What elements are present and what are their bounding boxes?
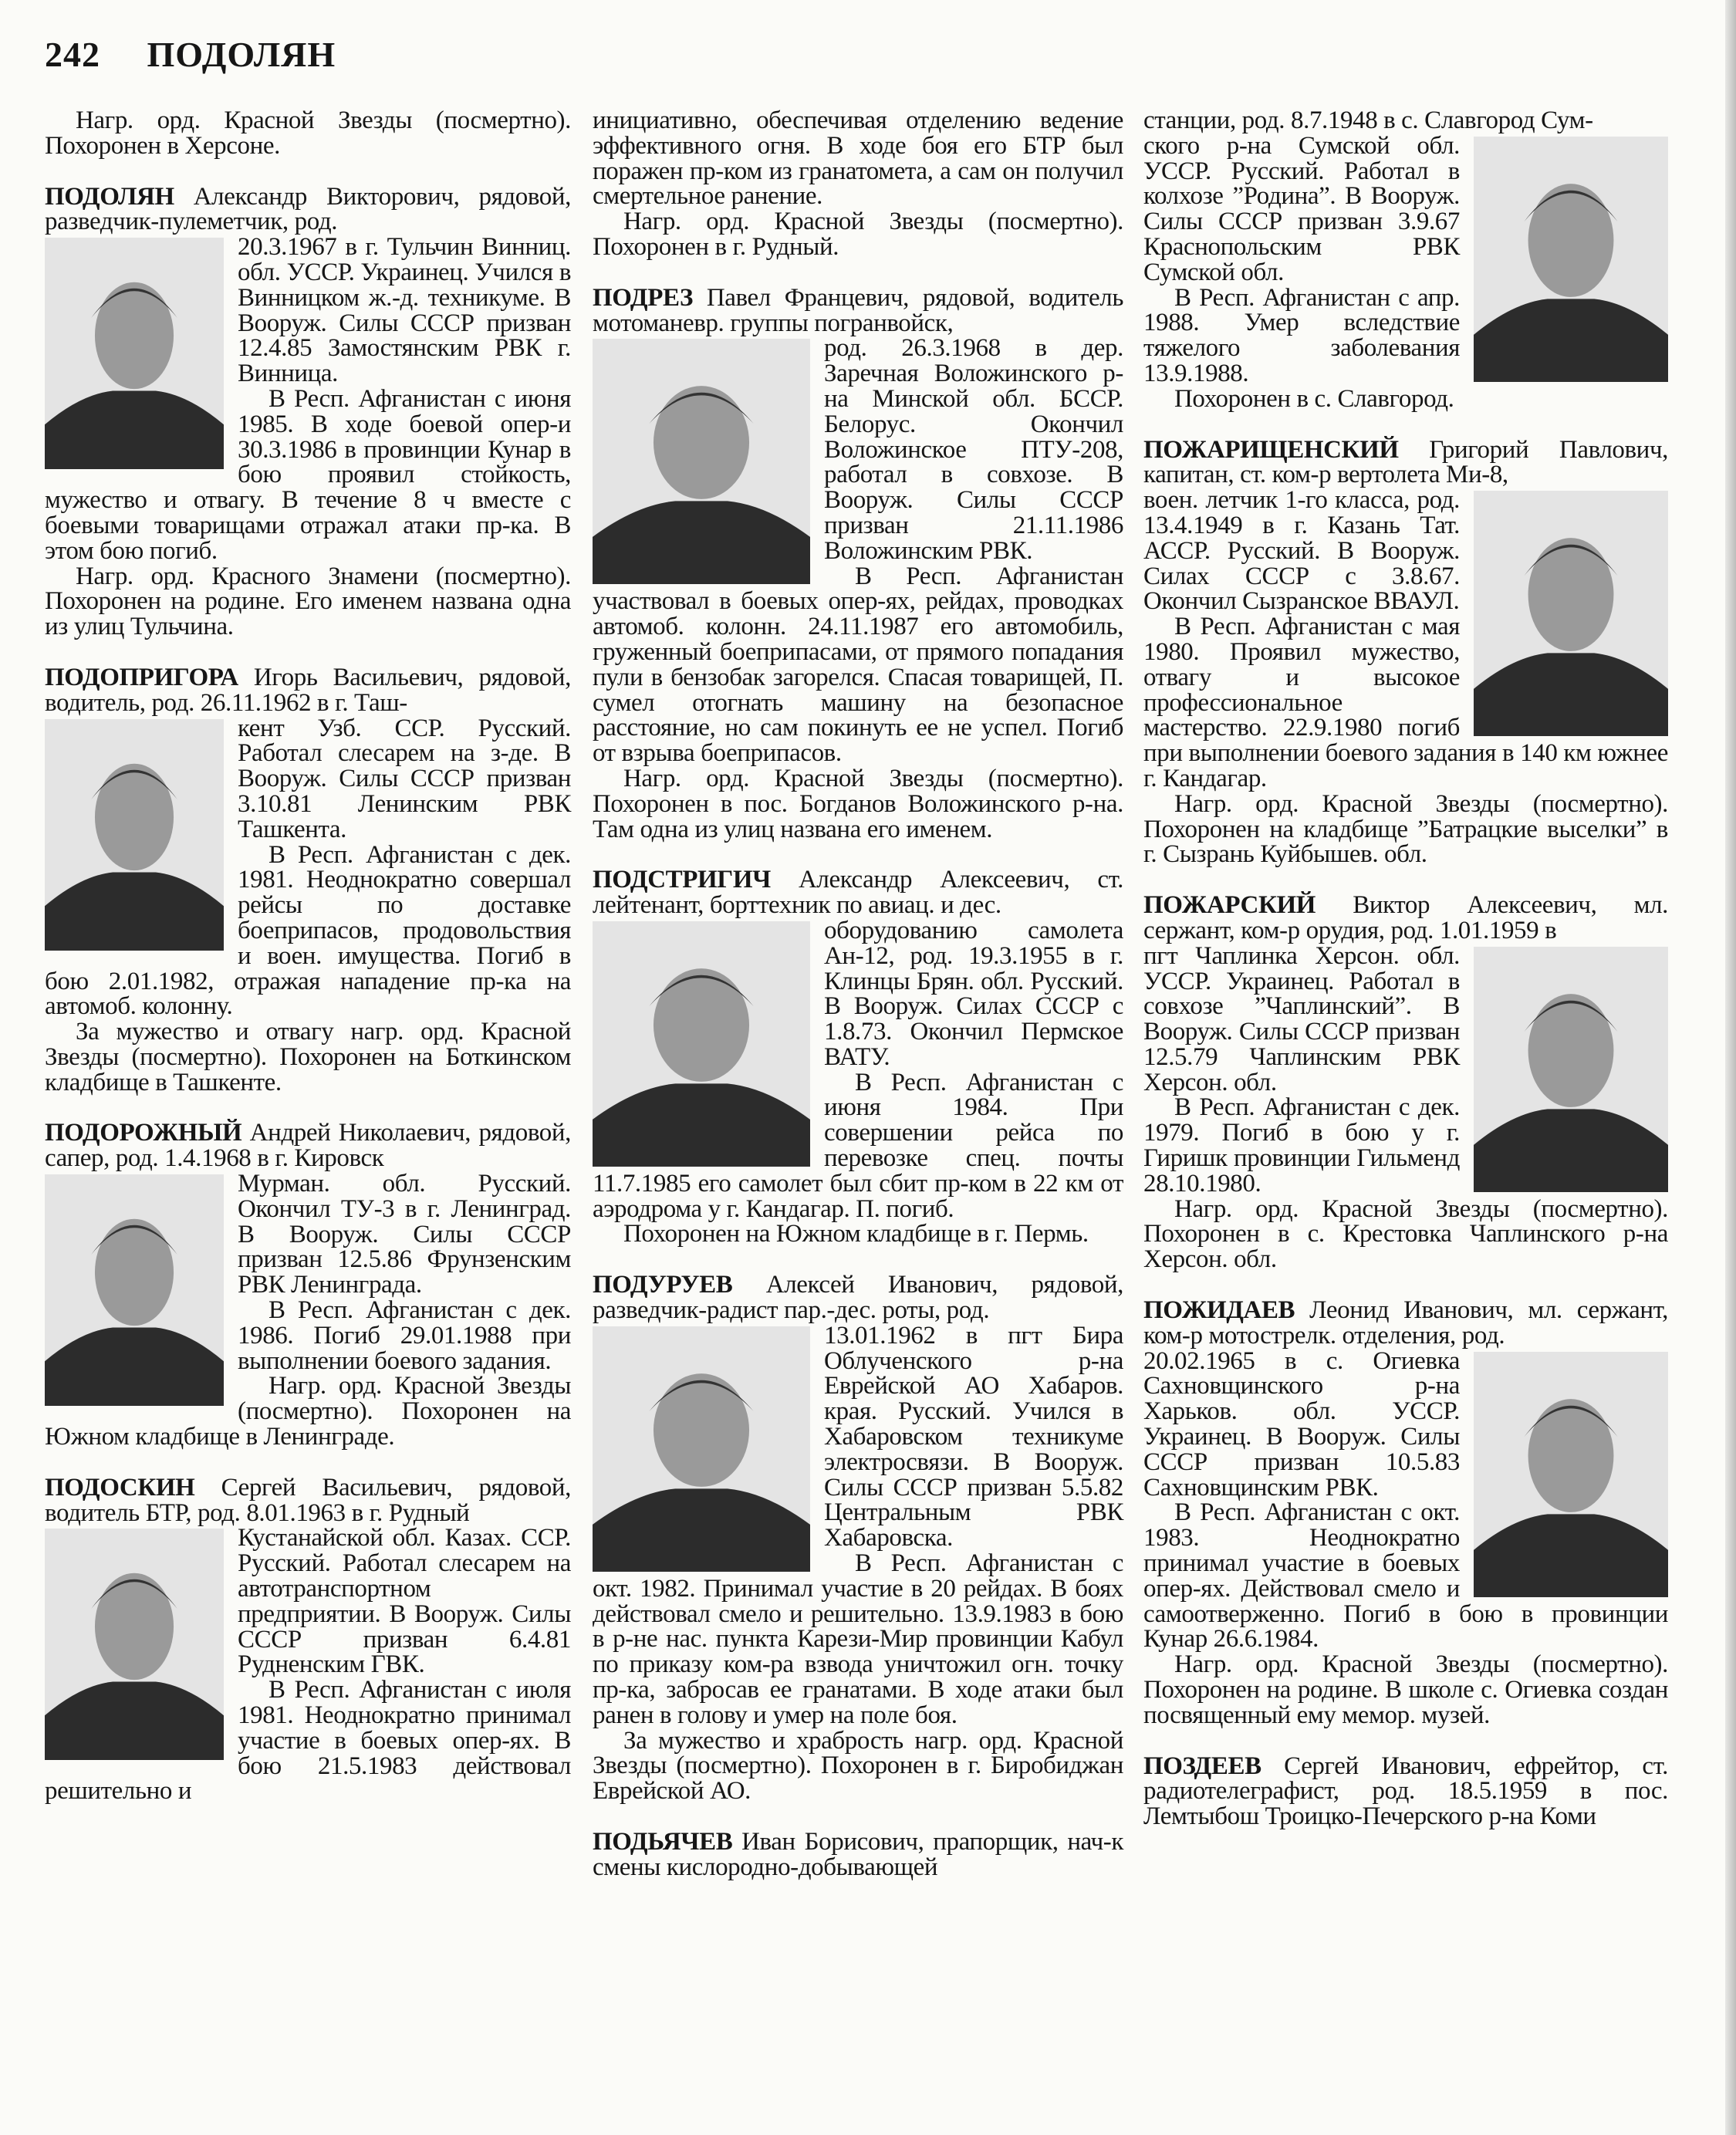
portrait-photo — [45, 1174, 224, 1406]
entry-surname: ПОЗДЕЕВ — [1143, 1752, 1261, 1780]
entry-lead-text: Виктор Алексеевич, мл. сержант, ком-р орудия, род. 1.01.1959 в — [1143, 891, 1668, 944]
paragraph: кент Узб. ССР. Русский. Работал слесарем на з-де. В Вооруж. Силы СССР призван 3.10.81 Ленинским РВК Ташкента. — [238, 714, 571, 843]
entry-lead — [593, 285, 1123, 336]
entry-surname: ПОДСТРИГИЧ — [593, 866, 771, 894]
paragraph: Нагр. орд. Красной Звезды (посмертно). Похоронен в г. Рудный. — [593, 208, 1123, 261]
entry-lead — [45, 665, 571, 716]
biography-entry — [45, 665, 571, 1096]
paragraph: инициативно, обеспечивая отделению ведение эффективного огня. В ходе боя его БТР был поражен пр-ком из гранатомета, а сам он получил смертельное ранение. — [593, 106, 1123, 211]
column-2 — [593, 108, 1123, 1880]
column-1 — [45, 108, 571, 1804]
biography-entry — [45, 184, 571, 640]
paragraph: Похоронен в с. Славгород. — [1174, 384, 1454, 413]
portrait-photo — [1474, 947, 1668, 1192]
entry-lead — [1143, 437, 1668, 488]
entry-surname: ПОДОРОЖНЫЙ — [45, 1119, 242, 1147]
entry-lead — [1143, 1298, 1668, 1349]
page-header — [45, 34, 336, 75]
entry-lead-text: Алексей Иванович, рядовой, разведчик-радист пар.-дес. роты, род. — [593, 1271, 1123, 1325]
biography-entry — [593, 285, 1123, 843]
entry-lead-text: Александр Викторович, рядовой, разведчик-пулеметчик, род. — [45, 182, 571, 236]
portrait-photo — [593, 1326, 810, 1572]
portrait-photo — [593, 339, 810, 584]
entry-lead — [45, 184, 571, 235]
paragraph: Нагр. орд. Красной Звезды (посмертно). Похоронен в с. Крестовка Чаплинского р-на Херсон. обл. — [1143, 1194, 1668, 1274]
entry-lead-text: Сергей Иванович, ефрейтор, ст. радиотелеграфист, род. 18.5.1959 в пос. Лемтыбош Троицко-Печерского р-на Коми — [1143, 1752, 1668, 1831]
biography-entry — [45, 1475, 571, 1804]
paragraph: В Респ. Афганистан с июля 1981. Неоднократно принимал участие в боевых опер-ях. В бою 21.5.1983 действовал решительно и — [45, 1676, 571, 1806]
entry-lead — [45, 1475, 571, 1526]
portrait-photo — [45, 719, 224, 951]
paragraph: В Респ. Афганистан с июня 1985. В ходе боевой опер-и 30.3.1986 в провинции Кунар в бою проявил стойкость, мужество и отвагу. В течение 8 ч вместе с боевыми товарищами отражал атаки пр-ка. В этом бою погиб. — [45, 384, 571, 565]
paragraph: В Респ. Афганистан с мая 1980. Проявил мужество, отвагу и высокое профессиональное мастерство. 22.9.1980 погиб при выполнении боевого задания в 140 км южнее г. Кандагар. — [1143, 613, 1668, 792]
paragraph: род. 26.3.1968 в дер. Заречная Воложинского р-на Минской обл. БССР. Белорус. Окончил Воложинское ПТУ-208, работал в совхозе. В Вооруж. Силы СССР призван 21.11.1986 Воложинским РВК. — [824, 334, 1123, 565]
entry-surname: ПОДОПРИГОРА — [45, 663, 238, 691]
paragraph: воен. летчик 1-го класса, род. 13.4.1949 в г. Казань Тат. АССР. Русский. В Вооруж. Силах СССР с 3.8.67. Окончил Сызранское ВВАУЛ. — [1143, 486, 1460, 616]
entry-surname: ПОЖАРИЩЕНСКИЙ — [1143, 435, 1399, 464]
biography-entry — [593, 867, 1123, 1247]
page-number: 242 — [45, 35, 100, 74]
entry-surname: ПОЖАРСКИЙ — [1143, 891, 1316, 920]
paragraph: оборудованию самолета Ан-12, род. 19.3.1955 в г. Клинцы Брян. обл. Русский. В Вооруж. Силах СССР с 1.8.73. Окончил Пермское ВАТУ. — [824, 916, 1123, 1071]
biography-entry — [1143, 437, 1668, 868]
paragraph: В Респ. Афганистан с июня 1984. При совершении рейса по перевозке спец. почты 11.7.1985 его самолет был сбит пр-ком в 22 км от аэродрома у г. Кандагар. П. погиб. — [593, 1068, 1123, 1223]
paragraph: В Респ. Афганистан с дек. 1981. Неоднократно совершал рейсы по доставке боеприпасов, продовольствия и воен. имущества. Погиб в бою 2.01.1982, отражая нападение пр-ка на автомоб. колонну. — [45, 840, 571, 1021]
paragraph: ского р-на Сумской обл. УССР. Русский. Работал в колхозе ”Родина”. В Вооруж. Силы СССР призван 3.9.67 Краснопольским РВК Сумской обл. — [1143, 131, 1460, 286]
entry-lead-text: Леонид Иванович, мл. сержант, ком-р мотострелк. отделения, род. — [1143, 1296, 1668, 1350]
entry-surname: ПОДОЛЯН — [45, 182, 174, 211]
book-binding-edge — [1725, 0, 1736, 2135]
paragraph: Нагр. орд. Красной Звезды (посмертно). Похоронен на кладбище ”Батрацкие выселки” в г. Сызрань Куйбышев. обл. — [1143, 789, 1668, 869]
entry-lead — [593, 867, 1123, 918]
entry-lead — [1143, 893, 1668, 944]
column-3 — [1143, 108, 1668, 1829]
portrait-photo — [1474, 1352, 1668, 1597]
entry-lead-text: Игорь Васильевич, рядовой, водитель, род. 26.11.1962 в г. Таш- — [45, 663, 571, 717]
entry-surname: ПОДРЕЗ — [593, 283, 693, 312]
paragraph: 13.01.1962 в пгт Бира Облученского р-на Еврейской АО Хабаров. края. Русский. Учился в Хабаровском техникуме электросвязи. В Вооруж. Силы СССР призван 5.5.82 Центральным РВК Хабаровска. — [824, 1321, 1123, 1552]
paragraph: пгт Чаплинка Херсон. обл. УССР. Украинец. Работал в совхозе ”Чаплинский”. В Вооруж. Силы СССР призван 12.5.79 Чаплинским РВК Херсон. обл. — [1143, 941, 1460, 1096]
biography-entry — [1143, 1754, 1668, 1829]
biography-entry — [1143, 1298, 1668, 1728]
entry-lead-text: Александр Алексеевич, ст. лейтенант, борттехник по авиац. и дес. — [593, 866, 1123, 920]
entry-lead-text: Павел Францевич, рядовой, водитель мотоманевр. группы погранвойск, — [593, 283, 1123, 337]
biography-entry — [593, 1829, 1123, 1880]
paragraph: В Респ. Афганистан участвовал в боевых опер-ях, рейдах, проводках автомоб. колонн. 24.11.1987 его автомобиль, груженный боеприпасами, от прямого попадания пули в бензобак загорелся. Спасая товарищей, П. сумел отогнать машину на безопасное расстояние, но сам покинуть ее не успел. Погиб от взрыва боеприпасов. — [593, 562, 1123, 768]
portrait-photo — [1474, 137, 1668, 382]
biography-entry — [1143, 893, 1668, 1272]
running-head: ПОДОЛЯН — [147, 35, 336, 74]
paragraph: В Респ. Афганистан с дек. 1979. Погиб в бою у г. Гиришк провинции Гильменд 28.10.1980. — [1143, 1093, 1460, 1198]
entry-lead-text: Сергей Васильевич, рядовой, водитель БТР, род. 8.01.1963 в г. Рудный — [45, 1473, 571, 1527]
paragraph: За мужество и отвагу нагр. орд. Красной Звезды (посмертно). Похоронен на Боткинском кладбище в Ташкенте. — [45, 1018, 571, 1096]
continuation-text — [45, 108, 571, 159]
entry-surname: ПОДЬЯЧЕВ — [593, 1828, 733, 1856]
entry-lead-text: Андрей Николаевич, рядовой, сапер, род. 1.4.1968 в г. Кировск — [45, 1119, 571, 1173]
paragraph: Нагр. орд. Красной Звезды (посмертно). Похоронен в пос. Богданов Воложинского р-на. Там одна из улиц названа его именем. — [593, 764, 1123, 843]
entry-lead — [593, 1829, 1123, 1880]
paragraph: Кустанайской обл. Казах. ССР. Русский. Работал слесарем на автотранспортном предприятии. В Вооруж. Силы СССР призван 6.4.81 Рудненским ГВК. — [238, 1524, 571, 1679]
text-line: станции, род. 8.7.1948 в с. Славгород Сум- — [1143, 106, 1593, 134]
paragraph: В Респ. Афганистан с дек. 1986. Погиб 29.01.1988 при выполнении боевого задания. — [238, 1296, 571, 1375]
paragraph: За мужество и храбрость нагр. орд. Красной Звезды (посмертно). Похоронен в г. Биробиджан Еврейской АО. — [593, 1726, 1123, 1806]
continuation-text — [593, 108, 1123, 260]
portrait-photo — [1474, 491, 1668, 736]
paragraph: Нагр. орд. Красной Звезды (посмертно). Похоронен на родине. В школе с. Огиевка создан посвященный ему мемор. музей. — [1143, 1650, 1668, 1729]
paragraph: Мурман. обл. Русский. Окончил ТУ-3 в г. Ленинград. В Вооруж. Силы СССР призван 12.5.86 Фрунзенским РВК Ленинграда. — [238, 1170, 571, 1299]
entry-surname: ПОДОСКИН — [45, 1473, 195, 1502]
paragraph: В Респ. Афганистан с апр. 1988. Умер вследствие тяжелого заболевания 13.9.1988. — [1143, 283, 1460, 387]
paragraph: 20.02.1965 в с. Огиевка Сахновщинского р-на Харьков. обл. УССР. Украинец. В Вооруж. Силы СССР призван 10.5.83 Сахновщинским РВК. — [1143, 1346, 1460, 1502]
entry-lead — [45, 1120, 571, 1171]
paragraph: 20.3.1967 в г. Тульчин Винниц. обл. УССР. Украинец. Учился в Винницком ж.-д. техникуме. В Вооруж. Силы СССР призван 12.4.85 Замостянским РВК г. Винница. — [238, 233, 571, 388]
paragraph: Нагр. орд. Красной Звезды (посмертно). Похоронен в Херсоне. — [45, 106, 571, 160]
paragraph: Похоронен на Южном кладбище в г. Пермь. — [623, 1220, 1089, 1248]
portrait-photo — [45, 1529, 224, 1760]
entry-lead — [593, 1272, 1123, 1323]
entry-lead — [1143, 1754, 1668, 1829]
entry-surname: ПОДУРУЕВ — [593, 1271, 733, 1299]
entry-lead-text: Иван Борисович, прапорщик, нач-к смены кислородно-добывающей — [593, 1828, 1123, 1881]
paragraph: Нагр. орд. Красного Знамени (посмертно). Похоронен на родине. Его именем названа одна из улиц Тульчина. — [45, 562, 571, 641]
paragraph: Нагр. орд. Красной Звезды (посмертно). Похоронен на Южном кладбище в Ленинграде. — [45, 1372, 571, 1451]
paragraph: В Респ. Афганистан с окт. 1983. Неоднократно принимал участие в боевых опер-ях. Действовал смело и самоотверженно. Погиб в бою в провинции Кунар 26.6.1984. — [1143, 1498, 1668, 1654]
biography-entry — [593, 1272, 1123, 1804]
paragraph: В Респ. Афганистан с окт. 1982. Принимал участие в 20 рейдах. В боях действовал смело и решительно. 13.9.1983 в бою в р-не нас. пункта Карези-Мир провинции Кабул по приказу ком-ра взвода уничтожил огн. точку пр-ка, забросав ее гранатами. В ходе атаки был ранен в голову и умер на поле боя. — [593, 1549, 1123, 1729]
entry-surname: ПОЖИДАЕВ — [1143, 1296, 1295, 1325]
portrait-photo — [593, 921, 810, 1167]
biography-entry — [45, 1120, 571, 1449]
entry-lead-text: Григорий Павлович, капитан, ст. ком-р вертолета Ми-8, — [1143, 435, 1668, 489]
portrait-photo — [45, 238, 224, 469]
continuation-text — [1143, 108, 1668, 412]
